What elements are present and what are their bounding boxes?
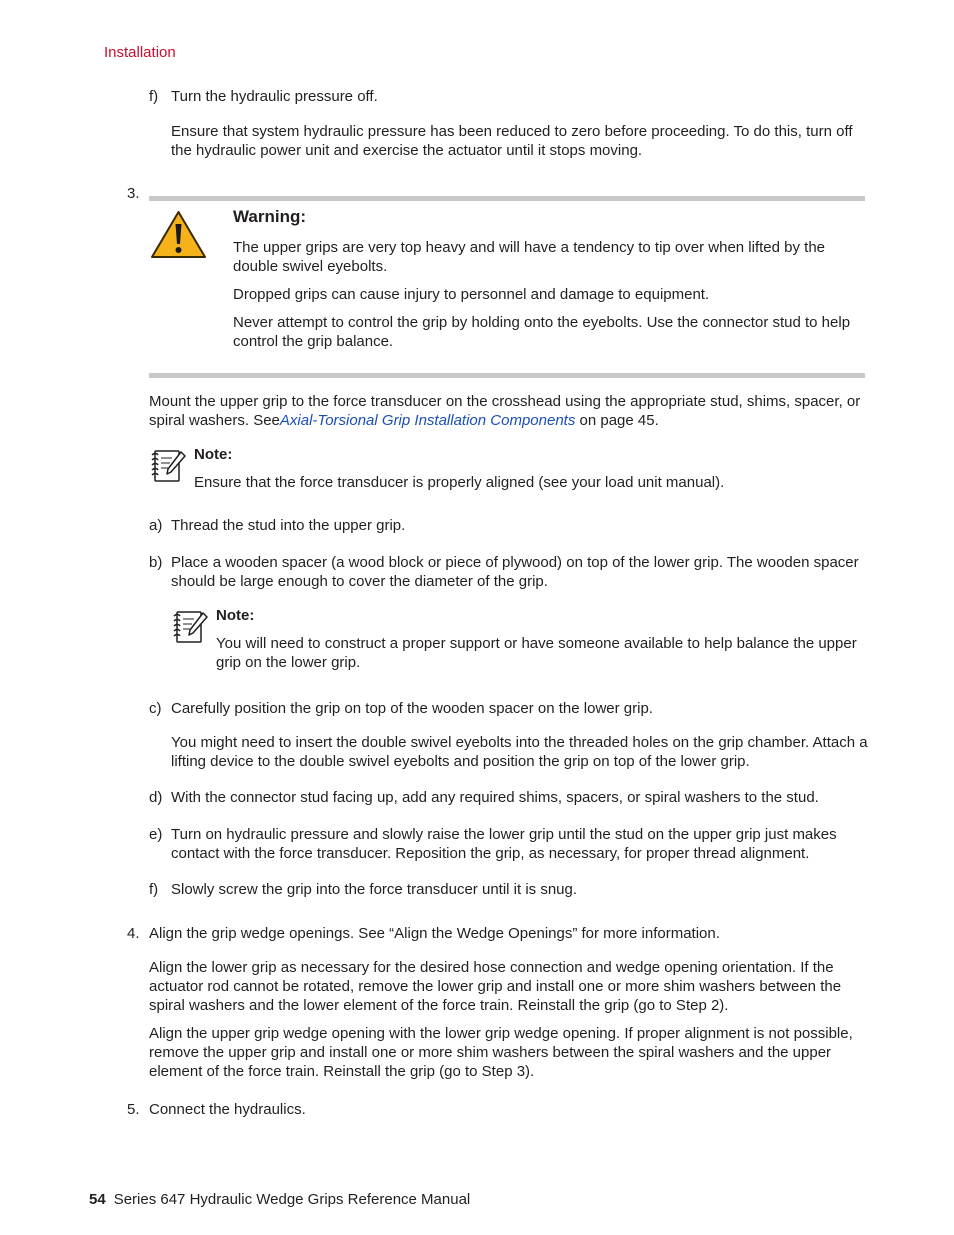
warning-title: Warning: <box>233 207 307 226</box>
warning-paragraph: Never attempt to control the grip by holding onto the eyebolts. Use the connector stud to help control the grip balance. <box>233 314 851 350</box>
substep-marker: c) <box>149 700 162 717</box>
notepad-pencil-icon <box>150 448 186 484</box>
substep-text: With the connector stud facing up, add any required shims, spacers, or spiral washers to the stud. <box>171 789 819 806</box>
page-footer <box>89 1190 470 1209</box>
step-text: Turn the hydraulic pressure off. <box>171 88 378 105</box>
substep-text: Place a wooden spacer (a wood block or piece of plywood) on top of the lower grip. The wooden spacer should be large enough to cover the diameter of the grip. <box>171 554 859 590</box>
substep-marker: f) <box>149 881 159 898</box>
substep-marker: e) <box>149 826 163 843</box>
warning-triangle-icon <box>150 210 207 260</box>
note-text: Ensure that the force transducer is properly aligned (see your load unit manual). <box>194 474 725 491</box>
mount-instruction <box>149 392 871 430</box>
step-paragraph: Align the upper grip wedge opening with the lower grip wedge opening. If proper alignment is not possible, remove the upper grip and install one or more shim washers between the spiral washers and the upper element of the force train. Reinstall the grip (go to Step 3). <box>149 1025 853 1080</box>
step-number: 4. <box>127 925 140 942</box>
substep-text: Thread the stud into the upper grip. <box>171 517 406 534</box>
step-number: 5. <box>127 1101 140 1118</box>
step-number: 3. <box>127 185 140 202</box>
warning-paragraph: Dropped grips can cause injury to personnel and damage to equipment. <box>233 286 710 303</box>
substep-marker: b) <box>149 554 163 571</box>
note-title: Note: <box>216 607 255 624</box>
substep-text: Turn on hydraulic pressure and slowly raise the lower grip until the stud on the upper grip just makes contact with the force transducer. Reposition the grip, as necessary, for proper thread alignment. <box>171 826 837 862</box>
notepad-pencil-icon <box>172 609 208 645</box>
substep-marker: a) <box>149 517 163 534</box>
mount-text-suffix: on page 45. <box>575 412 659 429</box>
step-detail: Ensure that system hydraulic pressure has been reduced to zero before proceeding. To do this, turn off the hydraulic power unit and exercise the actuator until it stops moving. <box>171 123 853 159</box>
section-header: Installation <box>104 44 176 61</box>
note-text: You will need to construct a proper support or have someone available to help balance the upper grip on the lower grip. <box>216 635 857 671</box>
mount-text: Mount the upper grip to the force transducer on the crosshead using the appropriate stud, shims, spacer, or spiral washers. See <box>149 393 861 429</box>
substep-text: Slowly screw the grip into the force transducer until it is snug. <box>171 881 578 898</box>
warning-paragraph: The upper grips are very top heavy and will have a tendency to tip over when lifted by the double swivel eyebolts. <box>233 239 826 275</box>
page-number: 54 <box>89 1191 106 1208</box>
step-marker: f) <box>149 88 159 105</box>
step-text: Connect the hydraulics. <box>149 1101 306 1118</box>
manual-title: Series 647 Hydraulic Wedge Grips Reference Manual <box>113 1191 471 1208</box>
substep-marker: d) <box>149 789 163 806</box>
cross-reference-link[interactable]: Axial-Torsional Grip Installation Components <box>279 412 576 429</box>
substep-text: Carefully position the grip on top of the wooden spacer on the lower grip. <box>171 700 653 717</box>
note-title: Note: <box>194 446 233 463</box>
substep-detail: You might need to insert the double swivel eyebolts into the threaded holes on the grip chamber. Attach a lifting device to the double swivel eyebolts and position the grip on top of the lower grip. <box>171 734 868 770</box>
warning-top-rule <box>149 196 865 201</box>
step-paragraph: Align the lower grip as necessary for the desired hose connection and wedge opening orientation. If the actuator rod cannot be rotated, remove the lower grip and install one or more shim washers between the spiral washers and the lower element of the force train. Reinstall the grip (go to Step 2). <box>149 959 842 1014</box>
warning-bottom-rule <box>149 373 865 378</box>
step-text: Align the grip wedge openings. See “Align the Wedge Openings” for more information. <box>149 925 720 942</box>
